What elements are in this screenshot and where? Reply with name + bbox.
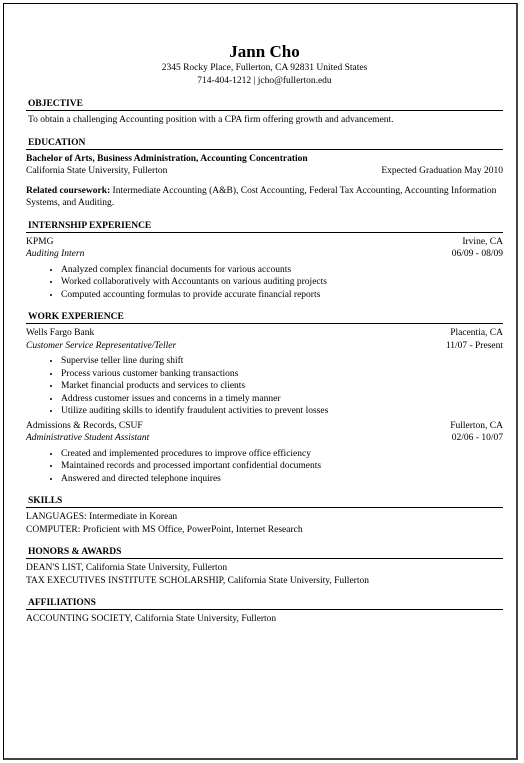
job-title: Administrative Student Assistant: [26, 433, 150, 443]
list-item: • Utilize auditing skills to identify fraudulent activities to prevent losses: [61, 405, 503, 418]
job-dates: 06/09 - 08/09: [451, 249, 503, 259]
section-heading: WORK EXPERIENCE: [26, 311, 503, 324]
address-line: 2345 Rocky Place, Fullerton, CA 92831 United States: [161, 63, 368, 73]
section-heading: AFFILIATIONS: [26, 597, 503, 610]
honors-section: [26, 546, 503, 587]
job-header-row: [26, 420, 503, 433]
internship-section: [26, 220, 503, 302]
section-heading: EDUCATION: [26, 137, 503, 150]
list-item: • Created and implemented procedures to improve office efficiency: [61, 448, 503, 461]
list-item: • Supervise teller line during shift: [61, 355, 503, 368]
degree: Bachelor of Arts, Business Administration, Accounting Concentration: [26, 153, 308, 164]
job-dates: 02/06 - 10/07: [451, 433, 503, 443]
education-section: [26, 137, 503, 210]
job-header-row: [26, 236, 503, 249]
job-title: Customer Service Representative/Teller: [26, 340, 177, 351]
job-location: Placentia, CA: [450, 328, 503, 338]
coursework: [26, 185, 503, 210]
company-name: Admissions & Records, CSUF: [26, 420, 143, 431]
bullet-list: [26, 264, 503, 302]
affiliation-line: ACCOUNTING SOCIETY, California State University, Fullerton: [26, 614, 277, 624]
bullet-list: [26, 448, 503, 486]
school-row: [26, 165, 503, 178]
resume-page: [3, 3, 518, 760]
job-header-row: [26, 327, 503, 340]
job-title: Auditing Intern: [26, 249, 85, 259]
skills-section: [26, 495, 503, 536]
job-location: Irvine, CA: [462, 236, 503, 247]
bullet-list: [26, 355, 503, 418]
graduation-date: Expected Graduation May 2010: [381, 166, 503, 176]
coursework-label: Related coursework:: [26, 185, 111, 196]
list-item: • Analyzed complex financial documents for various accounts: [61, 264, 503, 277]
objective-text: To obtain a challenging Accounting position with a CPA firm offering growth and advancement.: [28, 115, 394, 125]
list-item: • Maintained records and processed important confidential documents: [61, 460, 503, 473]
skill-line: COMPUTER: Proficient with MS Office, PowerPoint, Internet Research: [26, 524, 303, 535]
section-heading: INTERNSHIP EXPERIENCE: [26, 220, 503, 233]
honor-line: TAX EXECUTIVES INSTITUTE SCHOLARSHIP, California State University, Fullerton: [26, 575, 369, 586]
honor-line: DEAN'S LIST, California State University, Fullerton: [26, 563, 228, 573]
resume-content: [26, 42, 503, 626]
list-item: • Worked collaboratively with Accountants on various auditing projects: [61, 276, 503, 289]
section-heading: HONORS & AWARDS: [26, 546, 503, 559]
job-title-row: [26, 248, 503, 261]
work-section: [26, 311, 503, 485]
section-heading: OBJECTIVE: [26, 98, 503, 111]
list-item: • Answered and directed telephone inquires: [61, 473, 503, 486]
school-name: California State University, Fullerton: [26, 166, 168, 176]
candidate-name: Jann Cho: [229, 42, 300, 61]
company-name: Wells Fargo Bank: [26, 328, 95, 338]
objective-section: [26, 98, 503, 127]
skill-line: LANGUAGES: Intermediate in Korean: [26, 512, 178, 522]
list-item: • Market financial products and services to clients: [61, 380, 503, 393]
list-item: • Process various customer banking transactions: [61, 368, 503, 381]
job-title-row: [26, 340, 503, 353]
job-title-row: [26, 432, 503, 445]
company-name: KPMG: [26, 236, 54, 247]
contact-line: 714-404-1212 | jcho@fullerton.edu: [197, 76, 332, 86]
job-location: Fullerton, CA: [450, 420, 503, 431]
coursework-text: Intermediate Accounting (A&B), Cost Accounting, Federal Tax Accounting, Accounting Information Systems, and Auditing.: [26, 185, 497, 208]
list-item: • Computed accounting formulas to provide accurate financial reports: [61, 289, 503, 302]
job-dates: 11/07 - Present: [445, 340, 503, 351]
affiliations-section: [26, 597, 503, 626]
section-heading: SKILLS: [26, 495, 503, 508]
list-item: • Address customer issues and concerns in a timely manner: [61, 393, 503, 406]
